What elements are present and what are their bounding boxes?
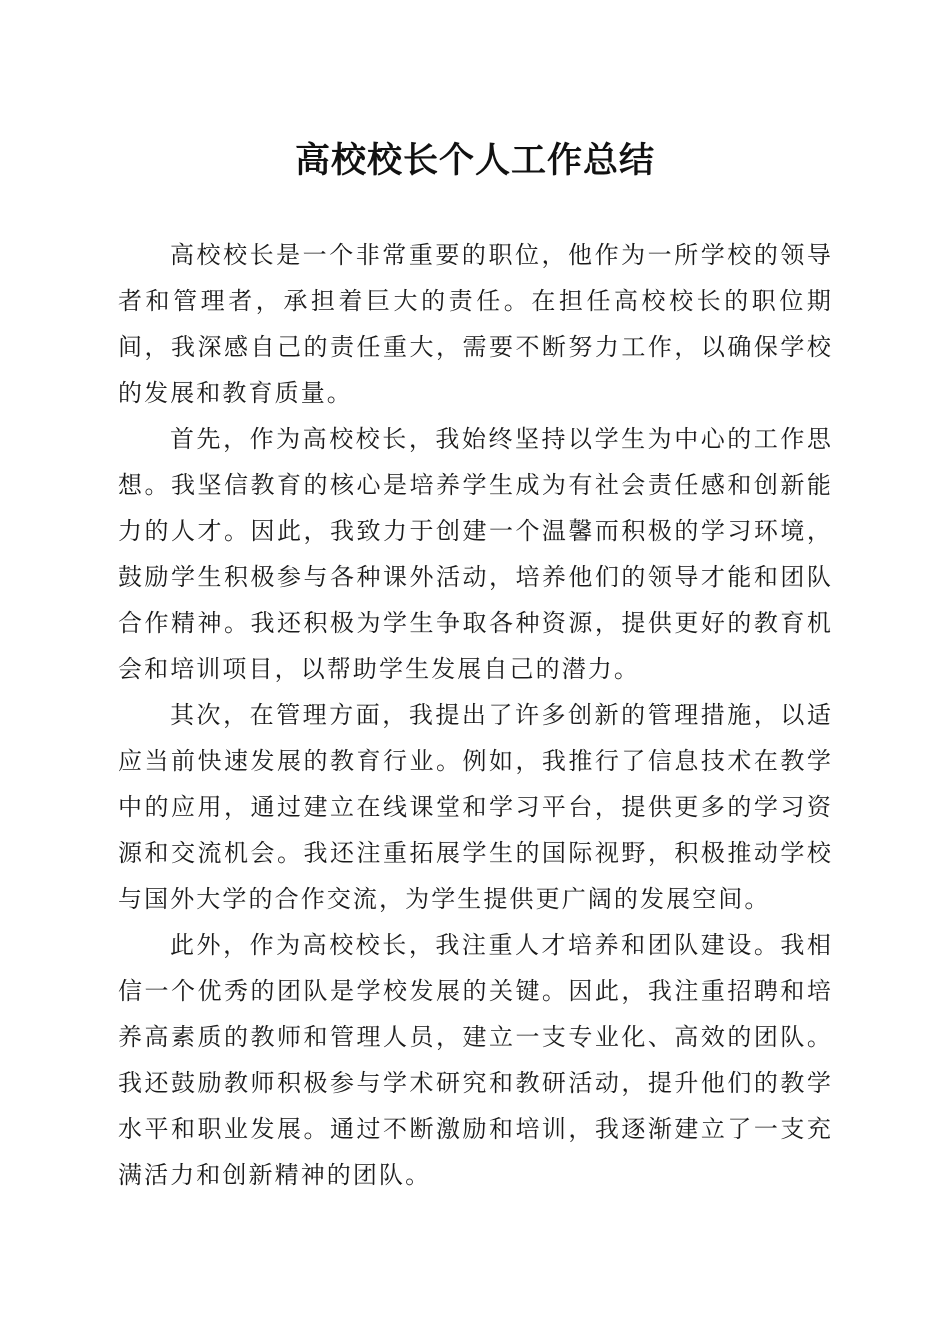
paragraph: 高校校长是一个非常重要的职位，他作为一所学校的领导者和管理者，承担着巨大的责任。在担任高校校长的职位期间，我深感自己的责任重大，需要不断努力工作，以确保学校的发展和教育质量。 [118,241,833,407]
paragraph: 首先，作为高校校长，我始终坚持以学生为中心的工作思想。我坚信教育的核心是培养学生成为有社会责任感和创新能力的人才。因此，我致力于创建一个温馨而积极的学习环境，鼓励学生积极参与各种课外活动，培养他们的领导才能和团队合作精神。我还积极为学生争取各种资源，提供更好的教育机会和培训项目，以帮助学生发展自己的潜力。 [118,425,833,683]
document-body [118,232,833,1198]
document-title: 高校校长个人工作总结 [294,140,655,181]
paragraph: 其次，在管理方面，我提出了许多创新的管理措施，以适应当前快速发展的教育行业。例如，我推行了信息技术在教学中的应用，通过建立在线课堂和学习平台，提供更多的学习资源和交流机会。我还注重拓展学生的国际视野，积极推动学校与国外大学的合作交流，为学生提供更广阔的发展空间。 [118,701,833,913]
paragraph: 此外，作为高校校长，我注重人才培养和团队建设。我相信一个优秀的团队是学校发展的关键。因此，我注重招聘和培养高素质的教师和管理人员，建立一支专业化、高效的团队。我还鼓励教师积极参与学术研究和教研活动，提升他们的教学水平和职业发展。通过不断激励和培训，我逐渐建立了一支充满活力和创新精神的团队。 [118,931,833,1189]
